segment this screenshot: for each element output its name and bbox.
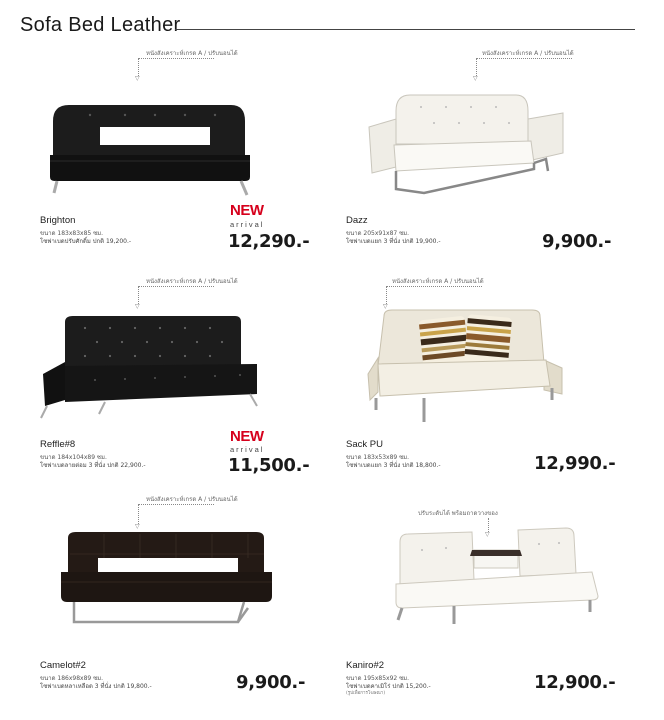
product-card-reffle8[interactable] <box>30 272 330 502</box>
product-name: Kaniro#2 <box>346 660 385 671</box>
product-callout: หนังสังเคราะห์เกรด A / ปรับนอนได้ <box>392 278 484 285</box>
product-description: โซฟาเบดหลาเหลือด 3 ที่นั่ง ปกติ 19,800.- <box>40 683 152 690</box>
product-callout: ปรับระดับได้ พร้อมถาดวางของ <box>418 510 498 517</box>
arrow-down-icon: ▽ <box>485 531 490 538</box>
page-header <box>20 14 640 42</box>
product-price: 11,500.- <box>228 455 310 476</box>
page-title: Sofa Bed Leather <box>20 14 181 36</box>
product-card-sack-pu[interactable] <box>336 272 636 502</box>
product-name: Sack PU <box>346 439 383 450</box>
product-name: Brighton <box>40 215 76 226</box>
product-callout: หนังสังเคราะห์เกรด A / ปรับนอนได้ <box>482 50 574 57</box>
sofa-image-dazz <box>366 89 566 199</box>
arrow-down-icon: ▽ <box>135 303 140 310</box>
product-size: ขนาด 195x85x92 ซม. <box>346 675 410 682</box>
product-size: ขนาด 183x83x85 ซม. <box>40 230 104 237</box>
product-description: โซฟาเบดลายต่อม 3 ที่นั่ง ปกติ 22,900.- <box>40 462 146 469</box>
product-size: ขนาด 184x104x89 ซม. <box>40 454 107 461</box>
sofa-image-reffle8 <box>35 314 265 424</box>
product-price: 12,900.- <box>534 672 616 693</box>
product-card-brighton[interactable] <box>30 44 330 274</box>
product-description: โซฟาเบดคาเมิโร่ ปกติ 15,200.- <box>346 683 431 690</box>
product-price: 9,900.- <box>236 672 306 693</box>
sofa-image-brighton <box>45 99 255 199</box>
header-rule <box>175 29 635 30</box>
product-description: โซฟาเบดปรับศักดิ์ม ปกติ 19,200.- <box>40 238 132 245</box>
product-size: ขนาด 186x98x89 ซม. <box>40 675 104 682</box>
arrow-down-icon: ▽ <box>383 303 388 310</box>
product-callout: หนังสังเคราะห์เกรด A / ปรับนอนได้ <box>146 496 238 503</box>
arrival-badge: arrival <box>230 220 265 229</box>
product-name: Camelot#2 <box>40 660 86 671</box>
product-description: โซฟาเบดแยก 3 ที่นั่ง ปกติ 18,800.- <box>346 462 441 469</box>
product-description: โซฟาเบดแยก 3 ที่นั่ง ปกติ 19,900.- <box>346 238 441 245</box>
product-card-dazz[interactable] <box>336 44 636 274</box>
product-price: 12,290.- <box>228 231 310 252</box>
product-size: ขนาด 205x91x87 ซม. <box>346 230 410 237</box>
new-badge: NEW <box>230 428 264 445</box>
sofa-image-kaniro2 <box>394 524 604 634</box>
arrow-down-icon: ▽ <box>135 523 140 530</box>
product-callout: หนังสังเคราะห์เกรด A / ปรับนอนได้ <box>146 278 238 285</box>
product-price: 12,990.- <box>534 453 616 474</box>
sofa-image-sack-pu <box>366 308 566 438</box>
new-badge: NEW <box>230 202 264 219</box>
product-note: (รูปเพื่อการโฆษณา) <box>346 691 386 696</box>
arrow-down-icon: ▽ <box>135 75 140 82</box>
product-card-kaniro2[interactable] <box>336 490 636 720</box>
product-card-camelot2[interactable] <box>30 490 330 720</box>
product-name: Dazz <box>346 215 368 226</box>
sofa-image-camelot2 <box>58 530 278 640</box>
product-size: ขนาด 183x53x89 ซม. <box>346 454 410 461</box>
product-price: 9,900.- <box>542 231 612 252</box>
arrival-badge: arrival <box>230 445 265 454</box>
product-callout: หนังสังเคราะห์เกรด A / ปรับนอนได้ <box>146 50 238 57</box>
product-name: Reffle#8 <box>40 439 76 450</box>
arrow-down-icon: ▽ <box>473 75 478 82</box>
